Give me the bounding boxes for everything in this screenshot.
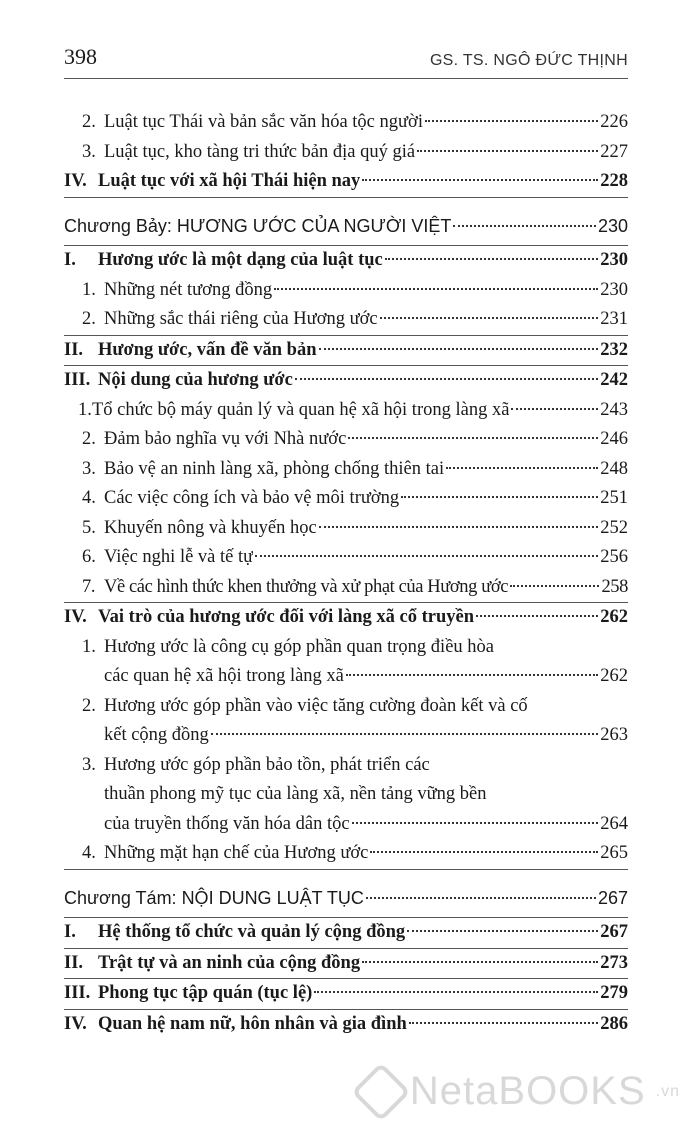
toc-chapter (64, 212, 628, 242)
toc-entry-page: 258 (601, 576, 628, 597)
toc-entry-page: 265 (600, 843, 628, 863)
dot-leader (314, 991, 598, 993)
toc-entry-page: 264 (600, 813, 628, 834)
toc-entry-title: Việc nghi lễ và tế tự (104, 547, 254, 567)
toc-entry-page: 246 (600, 429, 628, 449)
toc-entry-page: 243 (600, 399, 628, 420)
toc-section: III. Phong tục tập quán (tục lệ) 279 (64, 979, 628, 1009)
page-number: 398 (64, 44, 97, 69)
toc-section-title: Nội dung của hương ước (98, 370, 293, 390)
dot-leader (348, 437, 598, 439)
toc-entry-page: 263 (600, 725, 628, 745)
toc-entry-title: Hương ước góp phần bảo tồn, phát triển các (104, 754, 430, 775)
toc-section-page: 230 (600, 250, 628, 270)
dot-leader (425, 120, 598, 122)
toc-entry-title: các quan hệ xã hội trong làng xã (104, 666, 344, 686)
toc-entry: 2. Luật tục Thái và bản sắc văn hóa tộc người 226 (64, 108, 628, 138)
toc-entry-title: thuần phong mỹ tục của làng xã, nền tảng vững bền (104, 784, 487, 804)
toc-entry-title: Bảo vệ an ninh làng xã, phòng chống thiên tai (104, 458, 445, 479)
toc-section: III. Nội dung của hương ước 242 (64, 366, 628, 396)
toc-entry: 4. Những mặt hạn chế của Hương ước 265 (64, 839, 628, 869)
dot-leader (362, 961, 598, 963)
toc-section-page: 228 (600, 171, 628, 191)
toc-entry: 5. Khuyến nông và khuyến học 252 (64, 514, 628, 544)
toc-entry: 2. Những sắc thái riêng của Hương ước 231 (64, 305, 628, 335)
toc-entry-page: 256 (600, 547, 628, 567)
toc-section-page: 262 (600, 607, 628, 627)
toc-entry-title: Những mặt hạn chế của Hương ước (104, 843, 369, 863)
toc-entry: 4. Các việc công ích và bảo vệ môi trường 251 (64, 484, 628, 514)
toc-section-title: Quan hệ nam nữ, hôn nhân và gia đình (98, 1013, 407, 1034)
watermark (360, 1069, 680, 1114)
toc-entry-page: 231 (600, 309, 628, 329)
toc-entry-title: Luật tục Thái và bản sắc văn hóa tộc người (104, 112, 423, 132)
dot-leader (211, 733, 598, 735)
toc-section-page: 279 (600, 983, 628, 1003)
toc-entry-title: Khuyến nông và khuyến học (104, 517, 317, 538)
toc-entry: 6. Việc nghi lễ và tế tự 256 (64, 543, 628, 573)
watermark-suffix: .vn (655, 1082, 680, 1100)
toc-entry-multiline: 2. Hương ước góp phần vào việc tăng cường đoàn kết và cố kết cộng đồng 263 (64, 692, 628, 751)
dot-leader (295, 378, 598, 380)
toc-section-title: Phong tục tập quán (tục lệ) (98, 983, 313, 1003)
dot-leader (511, 408, 598, 410)
dot-leader (417, 150, 598, 152)
toc-entry: 7. Về các hình thức khen thưởng và xử phạt của Hương ước 258 (64, 573, 628, 603)
toc-section: IV. Quan hệ nam nữ, hôn nhân và gia đình 286 (64, 1010, 628, 1040)
toc-entry-page: 262 (600, 666, 628, 686)
toc-entry: 2. Đảm bảo nghĩa vụ với Nhà nước 246 (64, 425, 628, 455)
toc-entry-page: 226 (600, 112, 628, 132)
dot-leader (319, 526, 599, 528)
toc-entry-page: 252 (600, 517, 628, 538)
toc-entry-page: 251 (600, 488, 628, 508)
toc-section-page: 232 (600, 339, 628, 360)
toc-section-page: 286 (600, 1013, 628, 1034)
toc-section-title: Hương ước là một dạng của luật tục (98, 250, 383, 270)
toc-section-title: Hệ thống tổ chức và quản lý cộng đồng (98, 922, 406, 942)
toc-section-title: Hương ước, vấn đề văn bản (98, 339, 317, 360)
dot-leader (255, 555, 598, 557)
toc-chapter-title: Chương Bảy: HƯƠNG ƯỚC CỦA NGƯỜI VIỆT (64, 215, 452, 236)
dot-leader (366, 897, 596, 899)
netabooks-logo-icon (351, 1062, 410, 1121)
toc-entry-title: Hương ước là công cụ góp phần quan trọng điều hòa (104, 636, 494, 657)
toc-section-page: 267 (600, 922, 628, 942)
toc-entry-title: Về các hình thức khen thưởng và xử phạt của Hương ước (104, 576, 509, 597)
toc-section: I. Hương ước là một dạng của luật tục 230 (64, 246, 628, 276)
dot-leader (510, 585, 599, 587)
toc-entry-page: 248 (600, 458, 628, 479)
page-header (64, 44, 628, 76)
running-head: GS. TS. NGÔ ĐỨC THỊNH (429, 52, 628, 69)
toc-section-title: Trật tự và an ninh của cộng đồng (98, 952, 361, 973)
toc-section: I. Hệ thống tổ chức và quản lý cộng đồng 267 (64, 918, 628, 948)
toc-entry-title: Hương ước góp phần vào việc tăng cường đoàn kết và cố (104, 695, 528, 716)
dot-leader (319, 348, 599, 350)
toc-section-title: Vai trò của hương ước đối với làng xã cổ truyền (98, 607, 475, 627)
toc-section-page: 242 (600, 370, 628, 390)
toc-section: IV. Luật tục với xã hội Thái hiện nay 228 (64, 167, 628, 197)
table-of-contents (64, 108, 628, 1039)
toc-entry: 1. Tổ chức bộ máy quản lý và quan hệ xã hội trong làng xã 243 (64, 396, 628, 426)
toc-section-page: 273 (600, 952, 628, 973)
toc-entry: 3. Luật tục, kho tàng tri thức bản địa quý giá 227 (64, 138, 628, 168)
toc-entry-title: Những nét tương đồng (104, 279, 273, 300)
toc-entry-page: 227 (600, 141, 628, 162)
toc-entry-multiline: 3. Hương ước góp phần bảo tồn, phát triển các thuần phong mỹ tục của làng xã, nền tảng vững bền của truyền thống văn hóa dân tộc 264 (64, 751, 628, 840)
header-rule (64, 78, 628, 79)
dot-leader (380, 317, 599, 319)
toc-entry-title: Luật tục, kho tàng tri thức bản địa quý giá (104, 141, 416, 162)
toc-entry: 3. Bảo vệ an ninh làng xã, phòng chống thiên tai 248 (64, 455, 628, 485)
dot-leader (370, 851, 598, 853)
dot-leader (409, 1022, 598, 1024)
dot-leader (362, 179, 598, 181)
toc-section: II. Hương ước, vấn đề văn bản 232 (64, 336, 628, 366)
toc-chapter (64, 884, 628, 914)
dot-leader (453, 225, 596, 227)
toc-entry-title: Các việc công ích và bảo vệ môi trường (104, 488, 400, 508)
toc-chapter-page: 230 (597, 215, 628, 236)
dot-leader (274, 288, 598, 290)
toc-entry: 1. Những nét tương đồng 230 (64, 276, 628, 306)
toc-entry-multiline: 1. Hương ước là công cụ góp phần quan trọng điều hòa các quan hệ xã hội trong làng xã 262 (64, 633, 628, 692)
dot-leader (385, 258, 599, 260)
toc-entry-title: của truyền thống văn hóa dân tộc (104, 813, 350, 834)
dot-leader (446, 467, 598, 469)
toc-chapter-title: Chương Tám: NỘI DUNG LUẬT TỤC (64, 887, 364, 908)
toc-section: IV. Vai trò của hương ước đối với làng xã cổ truyền 262 (64, 603, 628, 633)
toc-entry-title: Đảm bảo nghĩa vụ với Nhà nước (104, 429, 347, 449)
toc-entry-title: Những sắc thái riêng của Hương ước (104, 309, 378, 329)
dot-leader (346, 674, 598, 676)
watermark-brand: NetaBOOKS (409, 1069, 646, 1113)
dot-leader (401, 496, 598, 498)
toc-entry-title: kết cộng đồng (104, 725, 209, 745)
toc-chapter-page: 267 (597, 887, 628, 908)
toc-entry-page: 230 (600, 279, 628, 300)
dot-leader (352, 822, 599, 824)
dot-leader (407, 930, 598, 932)
toc-section-title: Luật tục với xã hội Thái hiện nay (98, 171, 361, 191)
toc-section: II. Trật tự và an ninh của cộng đồng 273 (64, 949, 628, 979)
toc-entry-title: Tổ chức bộ máy quản lý và quan hệ xã hội trong làng xã (92, 399, 510, 420)
dot-leader (476, 615, 598, 617)
